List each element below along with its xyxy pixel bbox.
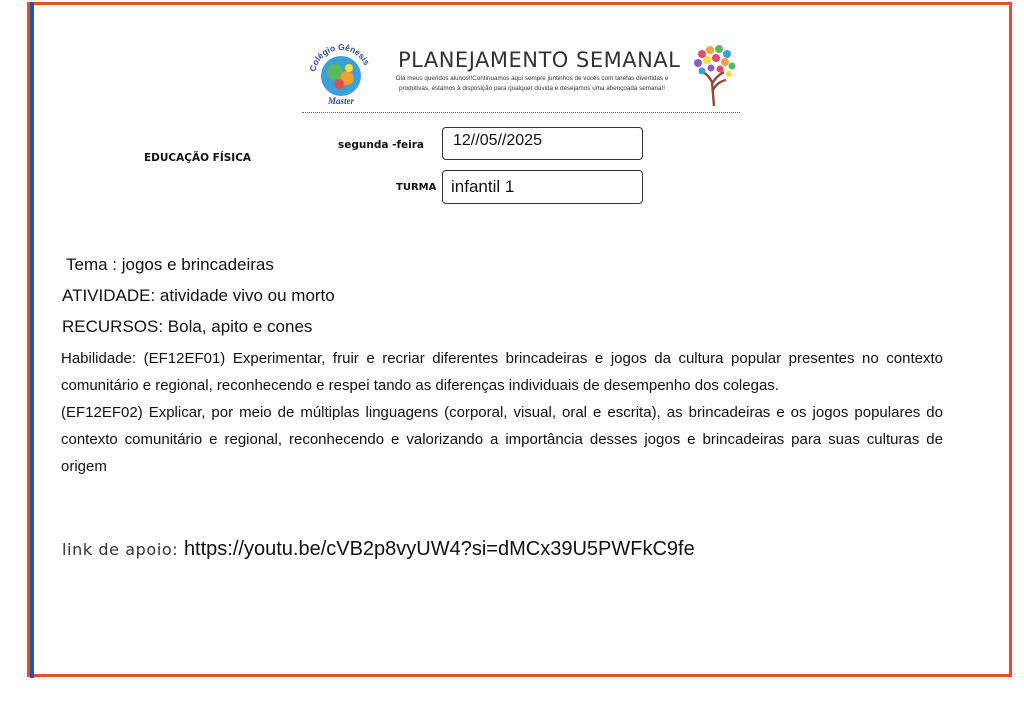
habilidade-2: (EF12EF02) Explicar, por meio de múltiplas linguagens (corporal, visual, oral e escrita), as brincadeiras e os jogos populares do contexto comunitário e regional, reconhecendo e valorizando a importância desses jogos e brincadeiras para suas culturas de origem	[61, 404, 943, 475]
date-field: 12//05//2025	[442, 127, 643, 160]
support-link-row	[62, 538, 695, 561]
atividade-line: ATIVIDADE: atividade vivo ou morto	[62, 286, 335, 305]
greeting-text: Olá meus queridos alunos!!Continuamos aqui sempre juntinhos de vocês com tarefas divertidas e produtivas, estamos à disposição para qualquer dúvida e desejamos uma abençoada semana!!	[395, 75, 669, 92]
tema-line: Tema : jogos e brincadeiras	[66, 255, 274, 274]
frame-left-accent	[30, 2, 34, 678]
school-logo-icon	[305, 42, 377, 108]
turma-field: infantil 1	[442, 170, 643, 204]
day-label: segunda -feira	[338, 139, 425, 151]
logo-text-bottom: Master	[327, 96, 355, 106]
support-link-url[interactable]: https://youtu.be/cVB2p8vyUW4?si=dMCx39U5PWFkC9fe	[183, 538, 695, 560]
subject-label: EDUCAÇÃO FÍSICA	[144, 152, 252, 164]
recursos-line: RECURSOS: Bola, apito e cones	[62, 317, 313, 336]
colorful-tree-icon	[690, 42, 738, 108]
habilidade-1: Habilidade: (EF12EF01) Experimentar, fruir e recriar diferentes brincadeiras e jogos da cultura popular presentes no contexto comunitário e regional, reconhecendo e respei tando as diferenças individuais de desempenho dos colegas.	[61, 350, 943, 394]
habilidade-block	[61, 346, 943, 480]
page-title: PLANEJAMENTO SEMANAL	[398, 48, 681, 72]
turma-label: TURMA	[396, 182, 437, 193]
logo-text-top: Colégio Gênesis	[307, 42, 373, 73]
support-link-label: link de apoio:	[62, 540, 184, 559]
